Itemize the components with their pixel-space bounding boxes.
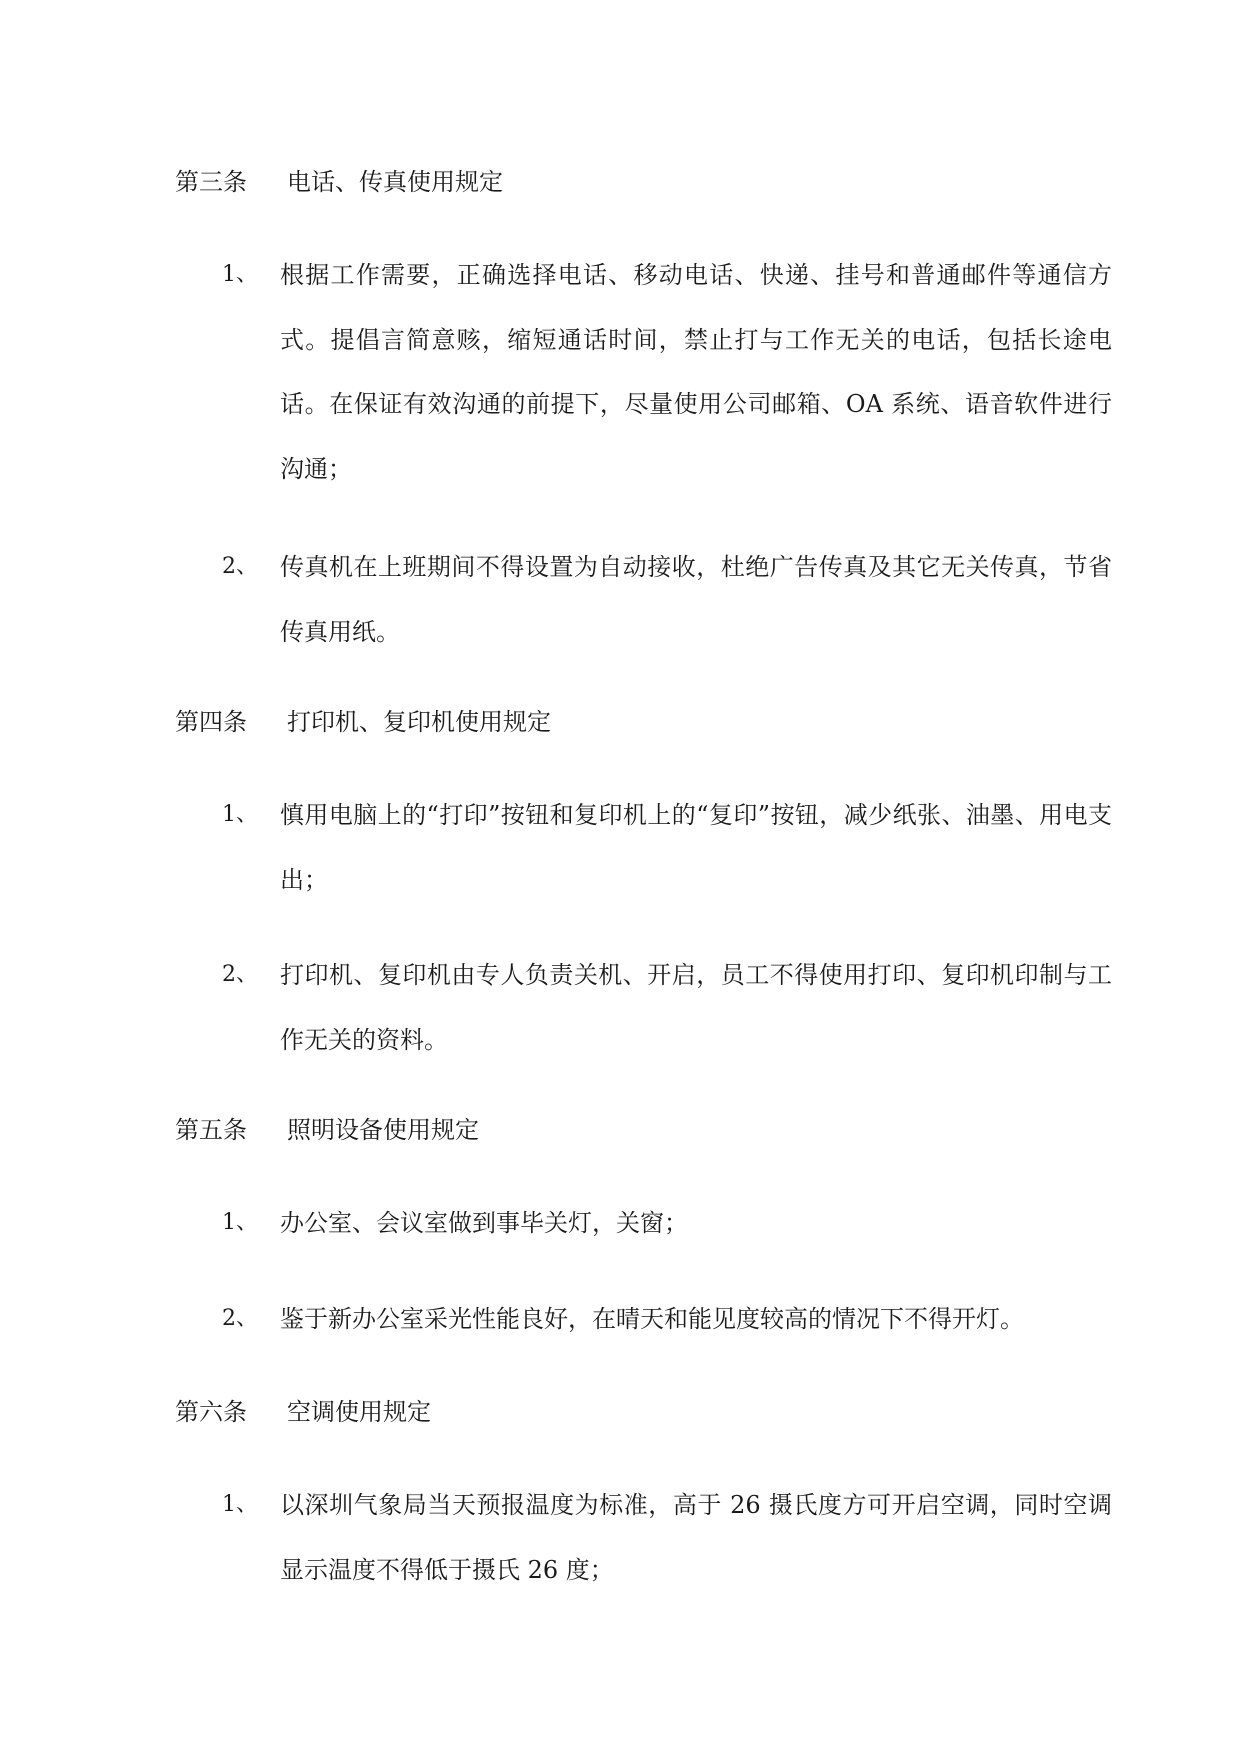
list-item: [222, 243, 1112, 501]
list-item: [222, 1287, 1112, 1352]
list-item: [222, 535, 1112, 664]
list-item: [222, 943, 1112, 1072]
item-marker: 2、: [222, 1306, 258, 1331]
section-title: 打印机、复印机使用规定: [287, 708, 551, 736]
item-text: 以深圳气象局当天预报温度为标准，高于 26 摄氏度方可开启空调，同时空调显示温度不得低于摄氏 26 度；: [280, 1491, 1112, 1584]
section-title: 电话、传真使用规定: [287, 168, 503, 196]
section-number: 第六条: [175, 1398, 247, 1426]
item-text: 传真机在上班期间不得设置为自动接收，杜绝广告传真及其它无关传真，节省传真用纸。: [280, 553, 1112, 646]
item-text: 慎用电脑上的“打印”按钮和复印机上的“复印”按钮，减少纸张、油墨、用电支出；: [280, 801, 1112, 894]
section-number: 第四条: [175, 708, 247, 736]
list-item: [222, 1191, 1112, 1256]
section-heading: [175, 1396, 431, 1428]
item-text: 办公室、会议室做到事毕关灯，关窗；: [280, 1209, 688, 1237]
section-number: 第三条: [175, 168, 247, 196]
item-marker: 2、: [222, 962, 258, 987]
section-heading: [175, 166, 503, 198]
list-item: [222, 1473, 1112, 1602]
item-marker: 1、: [222, 1210, 258, 1235]
section-title: 照明设备使用规定: [287, 1116, 479, 1144]
item-text: 鉴于新办公室采光性能良好，在晴天和能见度较高的情况下不得开灯。: [280, 1305, 1024, 1333]
item-marker: 2、: [222, 554, 258, 579]
list-item: [222, 783, 1112, 912]
section-heading: [175, 706, 551, 738]
item-text: 打印机、复印机由专人负责关机、开启，员工不得使用打印、复印机印制与工作无关的资料。: [280, 961, 1112, 1054]
item-text: 根据工作需要，正确选择电话、移动电话、快递、挂号和普通邮件等通信方式。提倡言简意赅，缩短通话时间，禁止打与工作无关的电话，包括长途电话。在保证有效沟通的前提下，尽量使用公司邮箱、OA 系统、语音软件进行沟通；: [280, 261, 1112, 483]
section-number: 第五条: [175, 1116, 247, 1144]
section-title: 空调使用规定: [287, 1398, 431, 1426]
section-heading: [175, 1114, 479, 1146]
item-marker: 1、: [222, 262, 258, 287]
item-marker: 1、: [222, 1492, 258, 1517]
item-marker: 1、: [222, 802, 258, 827]
